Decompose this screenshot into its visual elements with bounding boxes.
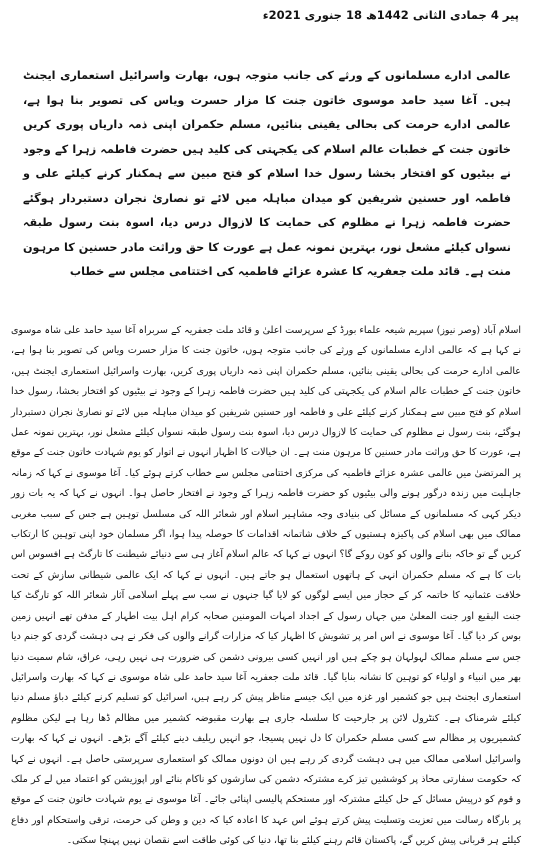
headline-block: عالمی ادارے مسلمانوں کے ورثے کی جانب متوجہ ہوں، بھارت واسرائیل استعماری ایجنٹ ہیں۔ آغا سید حامد موسوی خاتون جنت کا مزار حسرت ویاس کی تصویر بنا ہوا ہے، عالمی ادارے حرمت کی بحالی یقینی بنائیں، مسلم حکمران اپنی ذمہ داریاں پوری کریں خاتون جنت کے خطبات عالم اسلام کی یکجہتی کی کلید ہیں حضرت فاطمہ زہرا کے وجود نے بیٹیوں کو افتخار بخشا رسول خدا اسلام کو فتح مبین سے ہمکنار کرنے کیلئے علی و فاطمہ اور حسنین شریفین کو میدان مباہلہ میں لائے تو نصاریٰ نجران دستبردار ہوگئے حضرت فاطمہ زہرا نے مظلوم کی حمایت کا لازوال درس دیا، اسوہ بنت رسول طبقہ نسواں کیلئے مشعل نور، بہترین نمونہ عمل ہے عورت کا حق وراثت مادر حسنین کا مرہون منت ہے۔ قائد ملت جعفریہ کا عشرہ عزائے فاطمیہ کی اختتامی مجلس سے خطاب <box>23 69 511 278</box>
article-body: اسلام آباد (وصر نیوز) سپریم شیعہ علماء بورڈ کے سرپرست اعلیٰ و قائد ملت جعفریہ کے سربراہ آغا سید حامد علی شاہ موسوی نے کہا ہے کہ عالمی ادارے مسلمانوں کے ورثے کی جانب متوجہ ہوں، خاتون جنت کا مزار حسرت ویاس کی تصویر بنا ہوا ہے، عالمی ادارے حرمت کی بحالی یقینی بنائیں، مسلم حکمران اپنی ذمہ داریاں پوری کریں، بھارت واسرائیل استعماری ایجنٹ ہیں، خاتون جنت کے خطبات عالم اسلام کی یکجہتی کی کلید ہیں حضرت فاطمہ زہرا کے وجود نے بیٹیوں کو افتخار بخشا، رسول خدا اسلام کو فتح مبین سے ہمکنار کرنے کیلئے علی و فاطمہ اور حسنین شریفین کو میدان مباہلہ میں لائے تو نصاریٰ نجران دستبردار ہوگئے، بنت رسول نے مظلوم کی حمایت کا لازوال درس دیا، اسوہ بنت رسول طبقہ نسواں کیلئے مشعل نور، بہترین نمونہ عمل ہے، عورت کا حق وراثت مادر حسنین کا مرہون منت ہے۔ ان خیالات کا اظہار انہوں نے اتوار کو یوم شہادت خاتون جنت کے موقع پر المرتضیٰ میں عالمی عشرہ عزائے فاطمیہ کی مرکزی اختتامی مجلس سے خطاب کرتے ہوئے کیا۔ آغا موسوی نے کہا کہ زمانہ جاہلیت میں زندہ درگور ہونے والی بیٹیوں کو حضرت فاطمہ زہرا کے وجود نے افتخار حاصل ہوا۔ انہوں نے کہا کہ یہ بات زور دیکر کہی کہ مسلمانوں کے مسائل کی بنیادی وجہ مشاہیر اسلام اور شعائر اللہ کی مسلسل توہین ہے جس کے سبب مغربی ممالک میں بھی اسلام کی پاکیزہ ہستیوں کے خلاف شاتمانہ اقدامات کا حوصلہ پیدا ہوا، اگر مسلمان خود اپنی توہین کا ارتکاب کریں گے تو خاکہ بنانے والوں کو کون روکے گا؟ انہوں نے کہا کہ عالم اسلام آغاز ہی سے دنیائے شیطنت کا تارگٹ ہے افسوس اس بات کا ہے کہ مسلم حکمران انہی کے ہاتھوں استعمال ہو جاتے ہیں۔ انہوں نے کہا کہ ایک عالمی شیطانی سازش کے تحت خلافت عثمانیہ کا خاتمہ کر کے حجاز میں ایسے لوگوں کو لایا گیا جنہوں نے سب سے پہلے اسلامی آثار شعائر اللہ کو تارگٹ کیا جنت البقیع اور جنت المعلیٰ میں جہاں رسول کے اجداد امہات المومنین صحابہ کرام اہل بیت اطہار کے مدفن تھے انہیں زمین بوس کر دیا گیا۔ آغا موسوی نے اس امر پر تشویش کا اظہار کیا کہ مزارات گرانے والوں کی فکر نے ہی دہشت گردی کو جنم دیا جس سے مسلم ممالک لہولہان ہو چکے ہیں اور انہیں کسی بیرونی دشمن کی ضرورت ہی نہیں رہی، عراق، شام سمیت دنیا بھر میں انبیاء و اولیاء کو توہین کا نشانہ بنایا گیا۔ قائد ملت جعفریہ آغا سید حامد علی شاہ موسوی نے کہا کہ بھارت واسرائیل استعماری ایجنٹ ہیں جو کشمیر اور غزہ میں ایک جیسے مناظر پیش کر رہے ہیں، اسرائیل کو تسلیم کرنے کیلئے دباؤ مسلم دنیا کیلئے شرمناک ہے۔ کنٹرول لائن پر جارحیت کا سلسلہ جاری ہے بھارت مقبوضہ کشمیر میں مظالم ڈھا رہا ہے لیکن مظلوم کشمیریوں پر مظالم سے کسی مسلم حکمران کا دل نہیں پسیجا، جو انہیں ریلیف دینے کیلئے آگے بڑھے۔ انہوں نے کہا کہ بھارت واسرائیل اسلامی ممالک میں ہی دہشت گردی کر رہے ہیں ان دونوں ممالک کو استعماری سرپرستی حاصل ہے۔ انہوں نے کہا کہ حکومت سفارتی محاذ پر کوششیں تیز کرے مشترکہ دشمن کی سازشوں کو ناکام بنائے اور اپوزیشن کو اعتماد میں لے کر ملک و قوم کو درپیش مسائل کے حل کیلئے مشترکہ اور مستحکم پالیسی اپنائی جائے۔ آغا موسوی نے یوم شہادت خاتون جنت کے موقع پر بارگاہ رسالت میں تعزیت وتسلیت پیش کرتے ہوئے اس عہد کا اعادہ کیا کہ دین و وطن کی حرمت، ترقی واستحکام اور دفاع کیلئے ہر قربانی پیش کریں گے، پاکستان قائم رہنے کیلئے بنا تھا، دنیا کی کوئی طاقت اسے نقصان نہیں پہنچا سکتی۔ <box>11 325 521 847</box>
page-header-date: پیر 4 جمادی الثانی 1442ھ 18 جنوری 2021ء <box>262 8 519 22</box>
